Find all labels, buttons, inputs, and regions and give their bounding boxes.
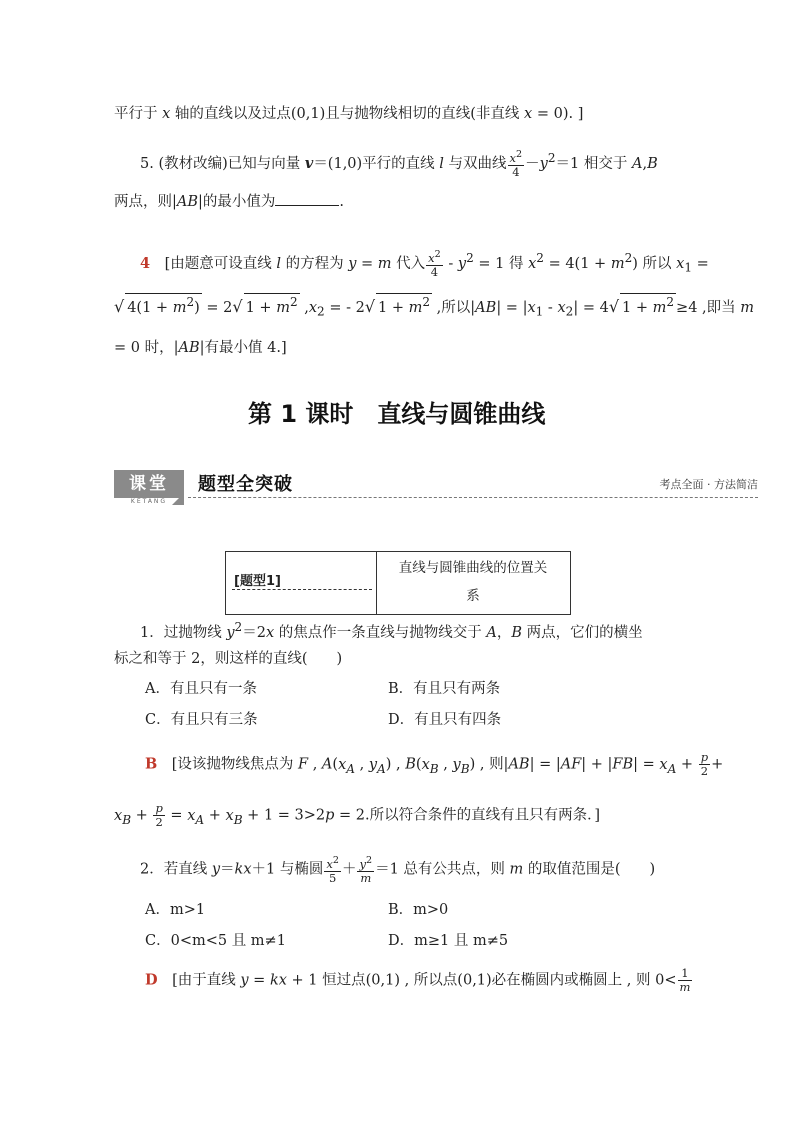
- type-label: [题型1]: [234, 574, 281, 589]
- q2-choice-a: A．m>1: [145, 902, 206, 918]
- q5-line1: 5. (教材改编)已知与向量 v＝(1,0)平行的直线 l 与双曲线 $\frac{x^2}{4}$ $-y^2=1$ 相交于 A,B: [140, 149, 658, 180]
- type-text: [378, 554, 568, 610]
- q2-answer: D: [145, 971, 158, 989]
- lesson-title: 第 1 课时 直线与圆锥曲线: [248, 400, 546, 428]
- q1-solution-line2: $x_B$ + $\frac{p}{2}$ = $x_A + x_B + 1 = 3>2p = 2$.所以符合条件的直线有且只有两条．]: [114, 801, 601, 829]
- q2-choice-b: B．m>0: [388, 902, 449, 918]
- type-divider: [376, 552, 377, 614]
- section-right-note: 考点全面 · 方法简洁: [659, 478, 758, 491]
- section-tag: 课堂: [114, 470, 184, 498]
- q5-solution-line1: 4 [由题意可设直线 l 的方程为 y = m 代入 $\frac{x^2}{4}$ - $y^2 = 1$ 得 $x^2 = 4(1 + m^2)$ 所以 $x_1$ =: [140, 249, 709, 280]
- q1-line2: 标之和等于 2，则这样的直线( ): [114, 651, 343, 667]
- q1-choice-c: C．有且只有三条: [145, 712, 258, 728]
- section-tag-triangle: [172, 493, 184, 505]
- q1-solution-line1: B [设该抛物线焦点为 F , $A(x_A$ , $y_A$) , $B(x_B$ , $y_B$) , 则$|AB| = |AF| + |FB| = x_A$ + $\frac{p}{2}$ +: [145, 750, 724, 778]
- type-dash-line: [232, 589, 372, 590]
- q2-choice-d: D．m≥1 且 m≠5: [388, 933, 509, 949]
- section-heading: 题型全突破: [198, 474, 293, 495]
- q2-choice-c: C．0<m<5 且 m≠1: [145, 933, 286, 949]
- answer-blank: [275, 191, 339, 206]
- q5-solution-line3: = 0 时，|AB|有最小值 4.]: [114, 340, 287, 356]
- q1-choice-d: D．有且只有四条: [388, 712, 502, 728]
- q5-solution-line2: √ $4(1 + m^2) = 2√$ $1 + m^2$ $,x_2$ = - 2√ $1 + m^2$ ,所以$|AB| = |x_1 - x_2| = 4√$ $1 + m^2 \ge 4$ ,即当 m: [114, 295, 754, 319]
- q2-solution-line1: D [由于直线 y = kx + 1 恒过点(0,1) , 所以点(0,1)必在椭圆内或椭圆上 , 则 0< $\frac{1}{m}$: [145, 966, 691, 994]
- q2-line1: 2．若直线 y＝kx＋1 与椭圆 $\frac{x^2}{5}$ ＋ $\frac{y^2}{m}$ ＝1 总有公共点，则 m 的取值范围是( ): [140, 855, 656, 885]
- question-type-box: [225, 551, 571, 615]
- q1-answer: B: [145, 755, 158, 773]
- type-text-line2: 系: [466, 588, 480, 604]
- section-tag-sub: KETANG: [130, 498, 168, 505]
- section-divider: [188, 497, 758, 498]
- q5-line2: 两点，则|AB|的最小值为 .: [114, 191, 344, 212]
- q1-choice-a: A．有且只有一条: [145, 681, 257, 697]
- q1-line1: 1．过抛物线 $y^2=2x$ 的焦点作一条直线与抛物线交于 A，B 两点，它们的横坐: [140, 620, 643, 641]
- q5-answer: 4: [140, 254, 151, 272]
- q1-choice-b: B．有且只有两条: [388, 681, 501, 697]
- type-text-line1: 直线与圆锥曲线的位置关: [398, 560, 548, 576]
- prev-text-line: 平行于 x 轴的直线以及过点(0,1)且与抛物线相切的直线(非直线 x = 0). ]: [114, 106, 584, 122]
